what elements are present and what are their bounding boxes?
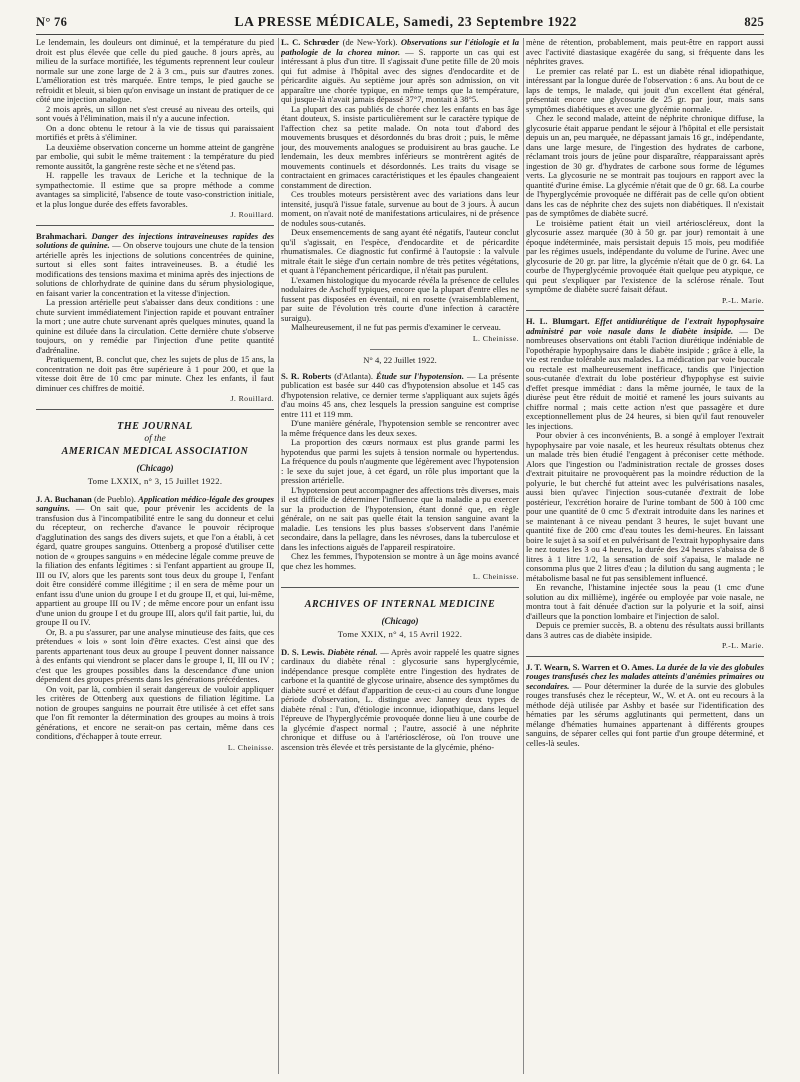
column-divider [523, 38, 524, 1074]
section-rule [526, 656, 764, 657]
article-title: Étude sur l'hypotension. [376, 370, 464, 381]
paragraph-text: — De nombreuses observations ont établi l'action diurétique indéniable de l'opothérapie hypophysaire dans le diabète insipide ; grâce à elle, la vie est rendue tolérable aux malades. La médication par voie buccale ou rectale est malheureusement inefficace, tandis que l'injection sous-cutanée d'extrait du lobe postérieur d'hypophyse est suivie d'effet presque immédiat : dans la même journée, le taux de la diurèse peut être réduit de moitié et ramené les jours suivants au chiffre normal ; mais cette action n'est que passagère et dure exceptionnellement plus de 24 heures, si bien qu'il faut renouveler les injections. [526, 325, 764, 431]
article-author: D. S. Lewis. [281, 646, 325, 657]
journal-name-line: AMERICAN MEDICAL ASSOCIATION [61, 445, 249, 457]
signature: P.-L. Marie. [721, 295, 764, 305]
article-author: H. L. Blumgart. [526, 316, 590, 326]
journal-name-line: of the [144, 433, 166, 444]
section-rule [281, 587, 519, 588]
paragraph: H. rappelle les travaux de Leriche et la technique de la sympathectomie. Il estime que sa propre méthode a comme avantages sa simplicité, l'absence de toute vaso-constriction initiale, et la plus longue durée des effets favorables. [36, 170, 274, 209]
journal-issue: N° 4, 22 Juillet 1922. [363, 355, 437, 365]
section-rule [36, 225, 274, 226]
paragraph: 2 mois après, un sillon net s'est creusé au niveau des orteils, qui sont voués à l'élimination, mais il n'y a aucune infection. [36, 103, 274, 123]
paragraph: Chez les femmes, l'hypotension se montre à un âge moins avancé que chez les hommes. [281, 551, 519, 571]
column-divider [278, 38, 279, 1074]
paragraph: On a donc obtenu le retour à la vie de tissus qui paraissaient mortifiés et prêts à s'éliminer. [36, 122, 274, 142]
journal-city: (Chicago) [136, 462, 174, 473]
journal-name-line: THE JOURNAL [117, 420, 193, 432]
header-rule [36, 34, 764, 35]
paragraph-text: — On observe toujours une chute de la tension artérielle après les injections de solutions concentrées de quinine, surtout si elles sont faites intraveineuses. B. a étudié les modifications des tensions maxima et minima après des injections de solutions de chlorhydrate de quinine dans du sérum physiologique, en faisant varier la concentration et la vitesse d'injection. [36, 240, 274, 298]
author-place: (de New-York). [342, 38, 398, 47]
signature: J. Rouillard. [230, 210, 274, 219]
paragraph: Le troisième patient était un vieil artérioscléreux, dont la glycosurie assez marquée (30 à 50 gr. par jour) remontait à une époque indéterminée, mais persistait depuis 15 mois, peu modifiée par les régimes usuels, indépendante du volume de l'urine. Avec une glycosurie de 20 gr. par litre, la glycémie n'était que de 0 gr. 64. La courbe de l'hyperglycémie provoquée était quelque peu atypique, ce qui peut s'expliquer par l'existence de la sclérose rénale. Tout symptôme de diabète sucré faisait défaut. [526, 217, 764, 294]
page-header [36, 14, 764, 30]
article-author: Brahmachari. [36, 230, 88, 241]
paragraph: Le premier cas relaté par L. est un diabète rénal idiopathique, intéressant par la longue durée de l'observation : 6 ans. Au bout de ce laps de temps, le malade, qui jouit d'un excellent état général, présentait encore une glycosurie de 25 gr. par jour, mais sans symptômes diabétiques et avec une glycémie normale. [526, 65, 764, 114]
article-author: J. A. Buchanan [36, 493, 92, 504]
paragraph [526, 317, 764, 431]
paragraph: La pression artérielle peut s'abaisser dans deux conditions : une chute survient immédiatement l'injection rapide et pouvant entraîner la mort ; une autre chute survenant après quelques minutes, quand la quinine est diluée dans la circulation. Cette dernière chute s'observe toujours, on y remédie par l'injection d'une petite quantité d'adrénaline. [36, 297, 274, 355]
paragraph: Malheureusement, il ne fut pas permis d'examiner le cerveau. [291, 322, 501, 332]
journal-issue: Tome XXIX, n° 4, 15 Avril 1922. [337, 629, 463, 639]
paragraph: D'une manière générale, l'hypotension semble se rencontrer avec la même fréquence dans les deux sexes. [281, 418, 519, 438]
paragraph: Chez le second malade, atteint de néphrite chronique diffuse, la glycosurie était apparue pendant le séjour à l'hôpital et elle persistait depuis un an, peu marquée, ne dépassant jamais 16 gr., indépendante, dans une large mesure, de l'ingestion des hydrates de carbone, réclamant trois jours de jeûne pour disparaître, réapparaissant après ingestion de 30 gr. d'hydrates de carbone sous forme de légumes verts. La glycosurie ne se montrait pas toujours en rapport avec la quantité d'urine émise. La glycémie n'était que de 0 gr. 68. La courbe de l'hyperglycémie provoquée ne différait pas de celle qu'on obtient dans les cas de néphrite chez des sujets non diabétiques. Il n'existait pas de symptômes de diabète sucré. [526, 113, 764, 218]
page-number: 825 [744, 15, 764, 29]
journal-name-line: ARCHIVES OF INTERNAL MEDICINE [304, 598, 496, 610]
article-title: Effet antidiurétique de l'extrait hypophysaire administré par voie nasale dans le diabète insipide. [526, 316, 764, 336]
journal-issue: Tome LXXIX, n° 3, 15 Juillet 1922. [87, 476, 223, 486]
section-rule [370, 349, 430, 350]
article-wearn [526, 663, 764, 749]
article-title: Diabète rénal. [327, 646, 378, 657]
paragraph: En revanche, l'histamine injectée sous la peau (1 cmc d'une solution au dix millième), ingérée ou employée par voie nasale, ne montra tout à fait dénuée d'action sur la polyurie et la soif, ainsi d'ailleurs que la ponction lombaire et l'injection de salol. [526, 582, 764, 621]
paragraph: Le lendemain, les douleurs ont diminué, et la température du pied droit est plus élevée que celle du pied gauche. 8 jours après, au milieu de la surface mortifiée, les téguments reprennent leur couleur normale sur une zone large de 2 à 3 cm., puis sur d'autres zones. L'amélioration est très marquée. Entre temps, le pied gauche se refroidit et bleuit, si bien qu'on envisage un instant de pratiquer de ce côté une injection analogue. [36, 38, 274, 104]
section-rule [36, 409, 274, 410]
paragraph: Pour obvier à ces inconvénients, B. a songé à employer l'extrait hypophysaire par voie nasale, et les heureux résultats obtenus chez un malade très bien étudié l'engagent à préconiser cette méthode. Alors que l'ingestion ou l'administration rectale de grosses doses d'extrait pituitaire ne provoquèrent pas la moindre réduction de la polyurie, le but cherché fut atteint avec les pulvérisations nasales, aussi bien qu'avec l'injection sous-cutanée d'extrait de lobe postérieur, l'excrétion horaire de l'urine tombant de 500 à 100 cmc pour une quantité de 0 cmc 5 d'extrait introduite dans les narines et se maintenant à ce niveau pendant 3 heures, le sujet buvant une quantité fixe de 200 cmc d'eau toutes les demi-heures. En laissant boire le sujet à sa soif et en pulvérisant de l'extrait hypophysaire dans le nez toutes les 3 ou 4 heures, la durée des 24 heures s'abaissa de 8 litres à 1 litre 1/2, la sensation de soif s'apaisa, le malade ne consomma plus que 2 litres d'eau ; la dilution du sang augmenta ; le métabolisme basal ne fut pas sensiblement influencé. [526, 430, 764, 583]
paragraph [36, 495, 274, 628]
paragraph-text: — Pour déterminer la durée de la survie des globules rouges transfusés chez le récepteur, W., W. et A. ont eu recours à la méthode déjà utilisée par Ashby et basée sur l'identification des hématies par les sérums agglutinants qui permettent, dans un mélange d'hématies humaines appartenant à différents groupes sanguins, de séparer celles qui font partie d'un groupe déterminé, et celles-là seules. [526, 680, 764, 748]
article-brahmachari [36, 232, 274, 404]
paragraph [281, 648, 519, 753]
article-lewis-continued [526, 38, 764, 305]
paragraph: L'examen histologique du myocarde révéla la présence de cellules nodulaires de Aschoff typiques, encore que la plupart d'entre elles ne fussent pas disposées en éventail, ni en rosette (vraisemblablement, par suite de l'évolution très courte d'une infection à caractère suraigu). [281, 274, 519, 323]
paragraph: mène de rétention, probablement, mais peut-être en rapport aussi avec l'activité diastasique exagérée du sang, si fréquente dans les néphrites graves. [526, 38, 764, 66]
column-2 [281, 38, 519, 1074]
article-author: J. T. Wearn, S. Warren et O. Ames. [526, 661, 654, 672]
signature: L. Cheinisse. [227, 742, 274, 752]
article-title: La durée de la vie des globules rouges transfusés chez les malades atteints d'anémies primaires ou secondaires. [526, 661, 764, 691]
paragraph [36, 232, 274, 299]
column-3 [526, 38, 764, 1074]
paragraph: La deuxième observation concerne un homme atteint de gangrène par embolie, qui subit le même traitement : la température du pied remonte aussitôt, la gangrène reste sèche et ne s'étend pas. [36, 141, 274, 171]
paragraph: La proportion des cœurs normaux est plus grande parmi les hypotendus que parmi les sujets à tension normale ou hypertendus. La fréquence du pouls n'augmente que légèrement avec l'hypotension : le sexe du sujet joue, à cet égard, un rôle plus important que la pression artérielle. [281, 437, 519, 485]
signature: L. Cheinisse. [472, 572, 519, 581]
signature: J. Rouillard. [230, 394, 274, 403]
paragraph-text: — S. rapporte un cas qui est intéressant à plus d'un titre. Il s'agissait d'une petite fille de 20 mois qui fut admise à l'hôpital avec des signes d'endocardite et de péricardite aiguës. Au septième jour après son admission, on vit apparaître une chorée typique, en même temps que la température, qui jusque-là n'avait jamais dépassé 37°7, montait à 38°5. [281, 46, 519, 104]
issue-number: N° 76 [36, 15, 68, 29]
article-continued [36, 38, 274, 220]
paragraph: Depuis ce premier succès, B. a obtenu des résultats aussi brillants dans 3 autres cas de diabète insipide. [526, 620, 764, 640]
column-1 [36, 38, 274, 1074]
article-author: S. R. Roberts [281, 370, 332, 381]
article-schroeder [281, 38, 519, 343]
paragraph [526, 663, 764, 749]
paragraph: Pratiquement, B. conclut que, chez les sujets de plus de 15 ans, la concentration ne doit pas être supérieure à 1 pour 200, et que la vitesse doit être de 10 cmc par minute. Chez les enfants, il faut diminuer ces chiffres de moitié. [36, 354, 274, 393]
journal-city: (Chicago) [381, 615, 419, 626]
paragraph-text: — La présente publication est basée sur 440 cas d'hypotension absolue et 145 cas d'hypotension relative, ce dernier terme s'appliquant aux sujets âgés d'au moins 45 ans, chez lesquels la pression sanguine est comprise entre 111 et 119 mm. [281, 370, 519, 419]
paragraph: Ces troubles moteurs persistèrent avec des variations dans leur intensité, jusqu'à l'issue fatale, survenue au bout de 3 jours. À aucun moment, on n'avait noté de manifestations articulaires, ni de présence de nodules sous-cutanés. [281, 189, 519, 228]
article-buchanan [36, 495, 274, 753]
article-title: Observations sur l'étiologie et la pathologie de la chorea minor. [281, 38, 519, 57]
signature: L. Cheinisse. [472, 333, 519, 343]
journal-title: LA PRESSE MÉDICALE, Samedi, 23 Septembre 1922 [234, 14, 578, 29]
paragraph: L'hypotension peut accompagner des affections très diverses, mais il est difficile de déterminer l'influence que la maladie a pu exercer sur la production de l'hypotension, étant donné que, en règle générale, on ne sait pas quelle était la tension sanguine avant la maladie. Les tensions les plus basses s'observent dans l'anémie secondaire, dans la pellagre, dans les névroses, dans la tuberculose et dans les infections aiguës de l'appareil respiratoire. [281, 484, 519, 552]
article-title: Application médico-légale des groupes sanguins. [36, 493, 274, 513]
article-lewis [281, 648, 519, 753]
article-title: Danger des injections intraveineuses rapides des solutions de quinine. [36, 230, 274, 250]
paragraph [281, 372, 519, 420]
article-author: L. C. Schrœder [281, 38, 340, 47]
author-place: (d'Atlanta). [334, 370, 373, 381]
paragraph-text: — Après avoir rappelé les quatre signes cardinaux du diabète rénal : glycosurie sans hyperglycémie, indépendance presque complète entre l'ingestion des hydrates de carbone et la quantité de glycose urinaire, absence des symptômes du diabète sucré et défaut d'apparition de ceux-ci au cours d'une longue période d'observation, L. distingue avec Janney deux types de diabète rénal : l'un, d'étiologie inconnue, idiopathique, dans lequel l'épreuve de l'hyperglycémie provoquée donne lieu à une courbe de la glycémie d'aspect normal ; l'autre, associé à une néphrite chronique et diffuse ou à l'artériosclérose, où l'on trouve une ascension très élevée et très persistante de la glycémie, phéno- [281, 646, 519, 752]
paragraph-text: — On sait que, pour prévenir les accidents de la transfusion dus à l'incompatibilité entre le sang du donneur et celui du récepteur, on recherche d'avance le pouvoir réciproque d'agglutination des sangs des divers sujets, et que l'on a établi, à cet égard, quatre groupes sanguins. Ottenberg a proposé d'utiliser cette notion de « groupes sanguins » en médecine légale comme preuve de la filiation des enfants légitimes : si l'enfant appartient au groupe II, III ou IV, alors que les parents sont tous deux du groupe I, l'enfant doit être considéré comme illégitime ; il en sera de même pour un enfant issu d'une union du groupe I et du groupe II, et qui, lui-même, appartient au groupe III ou IV ; de même encore pour un enfant issu d'une union du groupe I et du groupe III, alors qu'il fait partie, lui, du groupe II ou IV. [36, 503, 274, 627]
paragraph: Or, B. a pu s'assurer, par une analyse minutieuse des faits, que ces prétendues « lois » sont loin d'être exactes. C'est ainsi que des parents appartenant tous deux au groupe I peuvent donner naissance à des enfants qui viendront se placer dans le groupe I, II, III ou IV ; c'est que les groupes possibles dans la descendance d'une union dépendent des groupes présents dans les générations précédentes. [36, 626, 274, 684]
section-rule [526, 310, 764, 311]
paragraph: On voit, par là, combien il serait dangereux de vouloir appliquer les critères de Ottenberg aux questions de filiation légitime. La notion de groupes sanguins ne pourrait être utilisée à cet effet sans que l'on fît remonter la détermination des groupes au moins à trois générations, et encore ne serait-on pas certain, même dans ces conditions, d'échapper à toute erreur. [36, 683, 274, 741]
author-place: (de Pueblo). [94, 493, 136, 504]
paragraph [281, 38, 519, 105]
journal-heading [36, 420, 274, 487]
journal-heading [281, 598, 519, 640]
paragraph: La plupart des cas publiés de chorée chez les enfants en bas âge étant douteux, S. insiste particulièrement sur le caractère typique de l'affection chez sa petite malade. On nota tout d'abord des mouvements brusques et désordonnés du bras droit ; puis, le même jour, des mouvements analogues se produisirent au bras gauche. Le lendemain, les deux membres inférieurs se montrèrent agités de mouvements continuels et désordonnés. Les traits du visage se contractaient en grimaces caractéristiques et les épaules changeaient constamment de direction. [281, 103, 519, 190]
article-blumgart [526, 317, 764, 651]
paragraph: Deux ensemencements de sang ayant été négatifs, l'auteur conclut qu'il s'agissait, en l'espèce, d'endocardite et de péricardite rhumatismales. Ce diagnostic fut confirmé à l'autopsie : la valvule mitrale était le siège d'un certain nombre de très petites végétations, et quant à l'épanchement péricardique, il n'était pas purulent. [281, 227, 519, 275]
signature: P.-L. Marie. [721, 641, 764, 650]
article-roberts [281, 372, 519, 582]
